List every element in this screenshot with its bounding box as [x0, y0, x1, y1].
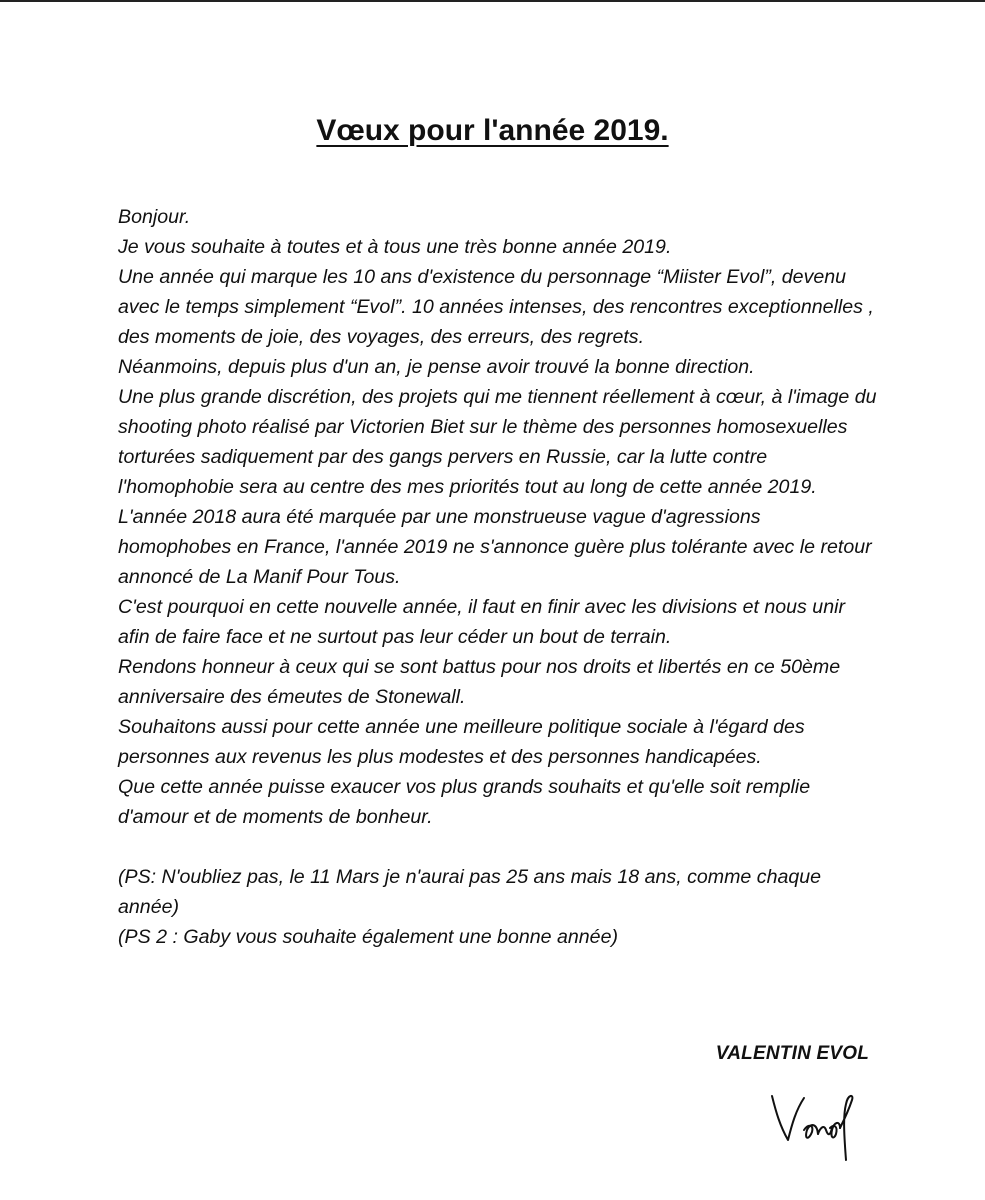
paragraph-wishes: Je vous souhaite à toutes et à tous une très bonne année 2019.: [118, 236, 672, 258]
paragraph-anniversary: Une année qui marque les 10 ans d'existence du personnage “Miister Evol”, devenu avec le temps simplement “Evol”. 10 années intenses, des rencontres exceptionnelles , des moments de joie, des voyages, des erreurs, des regrets.: [118, 266, 874, 348]
paragraph-closing: Que cette année puisse exaucer vos plus grands souhaits et qu'elle soit remplie d'amour et de moments de bonheur.: [118, 776, 811, 828]
paragraph-spacer: [118, 832, 878, 862]
paragraph-direction: Néanmoins, depuis plus d'un an, je pense avoir trouvé la bonne direction.: [118, 356, 755, 378]
paragraph-social: Souhaitons aussi pour cette année une meilleure politique sociale à l'égard des personnes aux revenus les plus modestes et des personnes handicapées.: [118, 716, 805, 768]
document-title: Vœux pour l'année 2019.: [316, 114, 669, 147]
paragraph-2018: L'année 2018 aura été marquée par une monstrueuse vague d'agressions homophobes en France, l'année 2019 ne s'annonce guère plus tolérante avec le retour annoncé de La Manif Pour Tous.: [118, 506, 872, 588]
handwritten-signature: [764, 1082, 860, 1166]
top-border-line: [0, 0, 985, 2]
postscript-1: (PS: N'oubliez pas, le 11 Mars je n'aurai pas 25 ans mais 18 ans, comme chaque année): [118, 866, 822, 918]
letter-body: [118, 202, 878, 952]
paragraph-unity: C'est pourquoi en cette nouvelle année, il faut en finir avec les divisions et nous unir afin de faire face et ne surtout pas leur céder un bout de terrain.: [118, 596, 845, 648]
postscript-2: (PS 2 : Gaby vous souhaite également une bonne année): [118, 926, 618, 948]
signature-name: VALENTIN EVOL: [715, 1043, 869, 1064]
paragraph-projects: Une plus grande discrétion, des projets qui me tiennent réellement à cœur, à l'image du shooting photo réalisé par Victorien Biet sur le thème des personnes homosexuelles torturées sadiquement par des gangs pervers en Russie, car la lutte contre l'homophobie sera au centre des mes priorités tout au long de cette année 2019.: [118, 386, 877, 498]
paragraph-stonewall: Rendons honneur à ceux qui se sont battus pour nos droits et libertés en ce 50ème anniversaire des émeutes de Stonewall.: [118, 656, 841, 708]
paragraph-greeting: Bonjour.: [118, 206, 191, 228]
